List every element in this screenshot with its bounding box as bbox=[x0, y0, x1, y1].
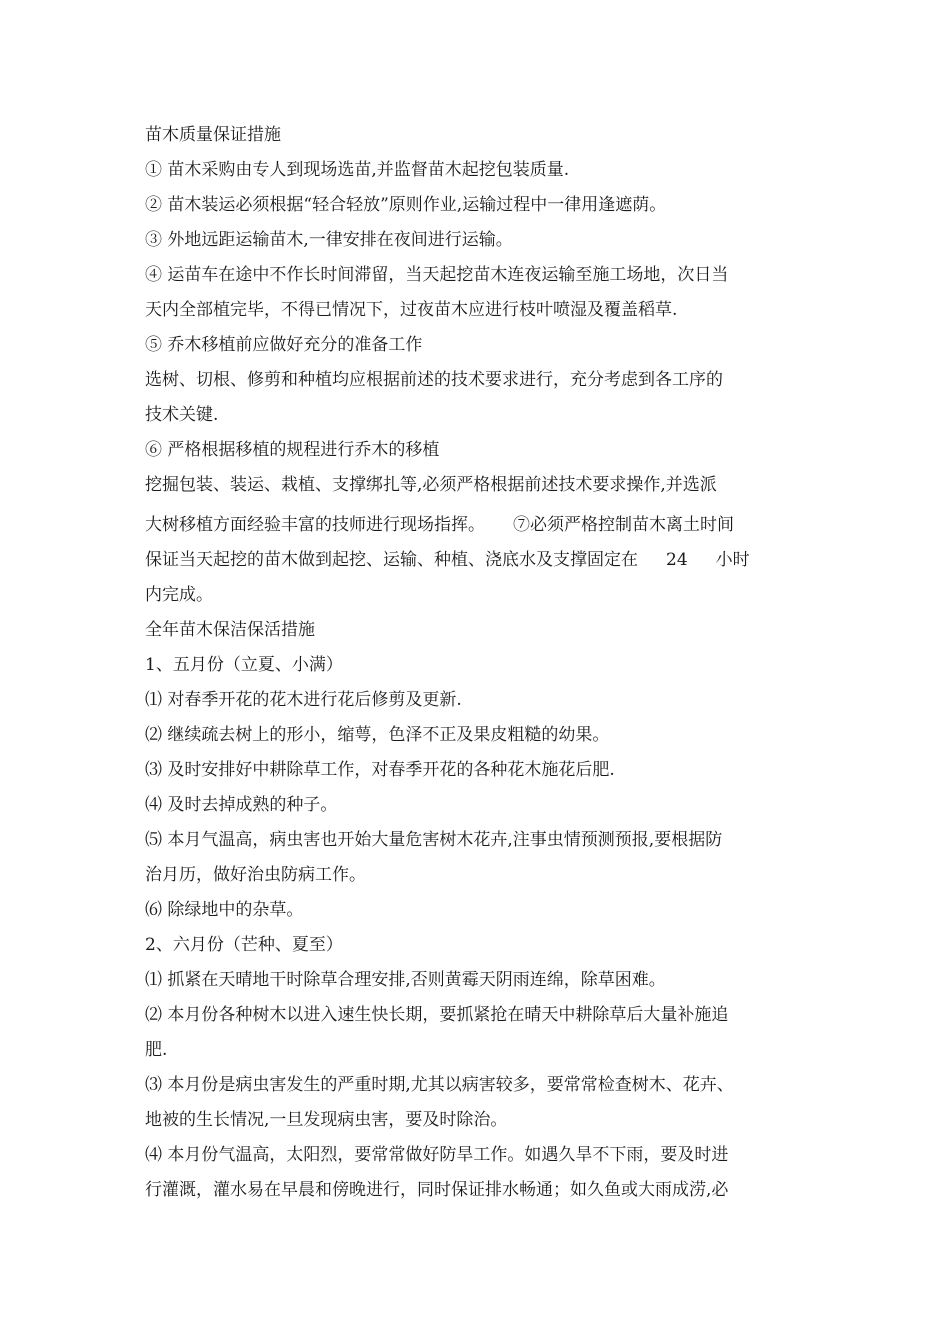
paragraph-segment: 保证当天起挖的苗木做到起挖、运输、种植、浇底水及支撑固定在 bbox=[145, 550, 638, 570]
list-item: ⑵ 继续疏去树上的形小，缩萼，色泽不正及果皮粗糙的幼果。 bbox=[145, 725, 610, 745]
paragraph-line-mixed bbox=[145, 514, 815, 536]
paragraph-line: ⑥ 严格根据移植的规程进行乔木的移植 bbox=[145, 440, 440, 460]
list-item: ⑵ 本月份各种树木以进入速生快长期，要抓紧抢在晴天中耕除草后大量补施追 bbox=[145, 1005, 729, 1025]
section-heading: 苗木质量保证措施 bbox=[145, 125, 281, 145]
section-heading: 全年苗木保洁保活措施 bbox=[145, 620, 315, 640]
paragraph-line-mixed bbox=[145, 549, 815, 571]
paragraph-segment: 大树移植方面经验丰富的技师进行现场指挥。 bbox=[145, 515, 485, 535]
list-item-continuation: 地被的生长情况,一旦发现病虫害，要及时除治。 bbox=[145, 1110, 508, 1130]
paragraph-line: ① 苗木采购由专人到现场选苗,并监督苗木起挖包装质量. bbox=[145, 160, 570, 180]
subsection-heading: 2、六月份（芒种、夏至） bbox=[145, 935, 343, 955]
paragraph-line: ④ 运苗车在途中不作长时间滞留，当天起挖苗木连夜运输至施工场地，次日当 bbox=[145, 265, 729, 285]
paragraph-line: 天内全部植完毕，不得已情况下，过夜苗木应进行枝叶喷湿及覆盖稻草. bbox=[145, 300, 678, 320]
list-item: ⑶ 及时安排好中耕除草工作，对春季开花的各种花木施花后肥. bbox=[145, 760, 615, 780]
paragraph-line: 选树、切根、修剪和种植均应根据前述的技术要求进行，充分考虑到各工序的 bbox=[145, 370, 723, 390]
list-item-continuation: 肥. bbox=[145, 1040, 168, 1060]
subsection-heading: 1、五月份（立夏、小满） bbox=[145, 655, 343, 675]
paragraph-line: 技术关键. bbox=[145, 405, 219, 425]
paragraph-line: 挖掘包装、装运、栽植、支撑绑扎等,必须严格根据前述技术要求操作,并选派 bbox=[145, 475, 717, 495]
paragraph-line: 内完成。 bbox=[145, 585, 213, 605]
list-item-continuation: 行灌溉，灌水易在早晨和傍晚进行，同时保证排水畅通；如久鱼或大雨成涝,必 bbox=[145, 1180, 729, 1200]
paragraph-line: ③ 外地远距运输苗木,一律安排在夜间进行运输。 bbox=[145, 230, 513, 250]
unit-label: 小时 bbox=[715, 550, 750, 570]
paragraph-line: ⑤ 乔木移植前应做好充分的准备工作 bbox=[145, 335, 423, 355]
list-item: ⑴ 对春季开花的花木进行花后修剪及更新. bbox=[145, 690, 462, 710]
list-item: ⑹ 除绿地中的杂草。 bbox=[145, 900, 304, 920]
paragraph-line: ② 苗木装运必须根据“轻合轻放”原则作业,运输过程中一律用逢遮荫。 bbox=[145, 195, 667, 215]
list-item: ⑸ 本月气温高，病虫害也开始大量危害树木花卉,注事虫情预测预报,要根据防 bbox=[145, 830, 723, 850]
list-item: ⑴ 抓紧在天晴地干时除草合理安排,否则黄霉天阴雨连绵，除草困难。 bbox=[145, 970, 666, 990]
number-value: 24 bbox=[666, 550, 688, 570]
list-item: ⑷ 及时去掉成熟的种子。 bbox=[145, 795, 338, 815]
paragraph-segment: ⑦必须严格控制苗木离土时间 bbox=[513, 515, 734, 535]
list-item: ⑶ 本月份是病虫害发生的严重时期,尤其以病害较多，要常常检查树木、花卉、 bbox=[145, 1075, 734, 1095]
list-item: ⑷ 本月份气温高，太阳烈，要常常做好防旱工作。如遇久旱不下雨，要及时进 bbox=[145, 1145, 729, 1165]
list-item-continuation: 治月历，做好治虫防病工作。 bbox=[145, 865, 366, 885]
